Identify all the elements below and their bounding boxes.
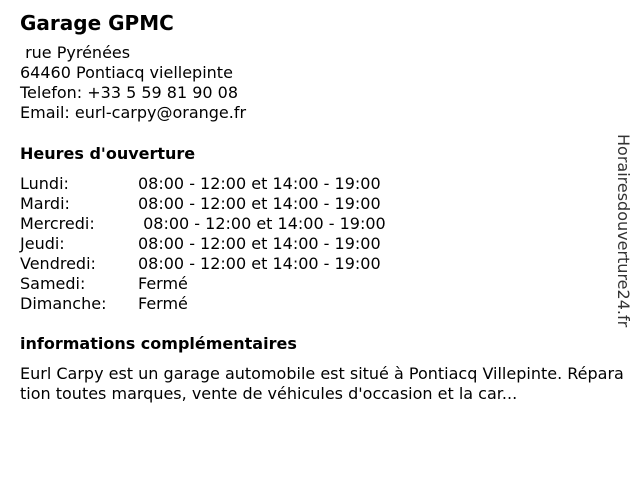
hours-value: 08:00 - 12:00 et 14:00 - 19:00: [138, 234, 381, 253]
hours-value: 08:00 - 12:00 et 14:00 - 19:00: [138, 214, 386, 233]
business-name: Garage GPMC: [20, 11, 174, 35]
additional-info-heading: informations complémentaires: [20, 334, 297, 353]
day-label: Dimanche:: [20, 294, 107, 313]
day-label: Lundi:: [20, 174, 69, 193]
opening-hours-heading: Heures d'ouverture: [20, 144, 196, 163]
street-address: rue Pyrénées: [20, 43, 131, 62]
contact-block: [20, 43, 246, 123]
email-line: Email: eurl-carpy@orange.fr: [20, 103, 247, 122]
site-watermark: Horairesdouverture24.fr: [614, 134, 633, 328]
hours-value: Fermé: [138, 274, 188, 293]
hours-value: Fermé: [138, 294, 188, 313]
day-label: Vendredi:: [20, 254, 96, 273]
hours-value: 08:00 - 12:00 et 14:00 - 19:00: [138, 174, 381, 193]
hours-value: 08:00 - 12:00 et 14:00 - 19:00: [138, 194, 381, 213]
day-label: Mardi:: [20, 194, 70, 213]
postal-city: 64460 Pontiacq viellepinte: [20, 63, 233, 82]
day-label: Mercredi:: [20, 214, 95, 233]
day-label: Samedi:: [20, 274, 86, 293]
hours-value: 08:00 - 12:00 et 14:00 - 19:00: [138, 254, 381, 273]
business-description: Eurl Carpy est un garage automobile est situé à Pontiacq Villepinte. Réparation toutes marques, vente de véhicules d'occasion et la car...: [20, 364, 624, 403]
phone-line: Telefon: +33 5 59 81 90 08: [20, 83, 239, 102]
day-label: Jeudi:: [20, 234, 65, 253]
